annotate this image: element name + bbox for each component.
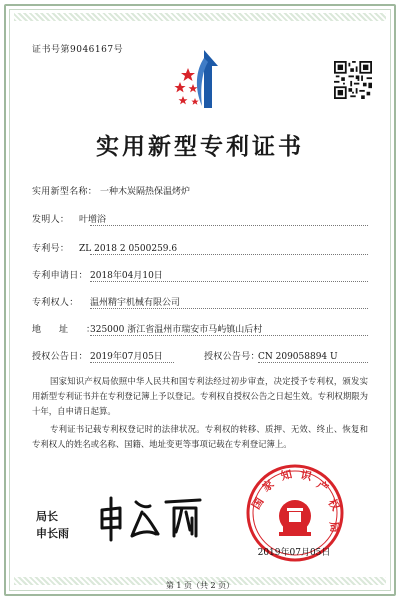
field-rule-address bbox=[90, 335, 368, 336]
field-rule-owner bbox=[90, 308, 368, 309]
svg-text:局: 局 bbox=[327, 520, 342, 534]
field-value-name: 一种木炭隔热保温烤炉 bbox=[100, 187, 191, 197]
field-label-grant-no: 授权公告号： bbox=[204, 352, 260, 362]
seal-date: 2019年07月05日 bbox=[257, 548, 331, 558]
field-row-owner bbox=[32, 295, 180, 308]
qr-code-icon bbox=[334, 61, 372, 99]
field-row-application-date bbox=[32, 268, 163, 281]
field-rule-application-date bbox=[90, 281, 368, 282]
field-row-patent-no bbox=[32, 241, 177, 254]
field-row-grant-date bbox=[32, 349, 163, 362]
field-label-grant-date: 授权公告日： bbox=[32, 352, 88, 362]
certificate-title: 实用新型专利证书 bbox=[96, 133, 304, 160]
field-label-owner: 专利权人： bbox=[32, 298, 79, 308]
svg-text:家: 家 bbox=[259, 477, 277, 495]
field-row-name bbox=[32, 184, 190, 197]
handwritten-signature-icon bbox=[96, 490, 206, 544]
field-label-application-date: 专利申请日： bbox=[32, 271, 88, 281]
field-value-application-date: 2018年04月10日 bbox=[90, 271, 163, 281]
field-row-inventor bbox=[32, 212, 106, 225]
cnipa-emblem-icon bbox=[174, 48, 234, 110]
svg-text:识: 识 bbox=[299, 468, 313, 484]
certificate-number: 证书号第9046167号 bbox=[32, 45, 124, 55]
field-value-grant-no: CN 209058894 U bbox=[258, 352, 338, 362]
field-value-grant-date: 2019年07月05日 bbox=[90, 352, 163, 362]
page-number: 第 1 页（共 2 页） bbox=[165, 581, 235, 590]
field-rule-inventor bbox=[90, 225, 368, 226]
field-rule-grant-date bbox=[90, 362, 174, 363]
svg-text:权: 权 bbox=[325, 496, 343, 513]
field-rule-grant-no bbox=[258, 362, 368, 363]
certificate-paragraph-1: 国家知识产权局依照中华人民共和国专利法经过初步审查，决定授予专利权，颁发实用新型专利证书并在专利登记簿上予以登记。专利权自授权公告之日起生效。专利权期限为十年，自申请日起算。 bbox=[32, 376, 368, 416]
field-label-patent-no: 专利号： bbox=[32, 244, 70, 254]
field-label-address: 地址： bbox=[32, 325, 114, 335]
field-value-patent-no: ZL 2018 2 0500259.6 bbox=[79, 244, 178, 254]
top-pattern-band bbox=[14, 13, 386, 21]
svg-text:产: 产 bbox=[314, 477, 331, 495]
field-rule-patent-no bbox=[90, 254, 368, 255]
signature-title-director: 局长 bbox=[36, 510, 58, 523]
field-value-owner: 温州精宇机械有限公司 bbox=[90, 298, 181, 308]
field-value-address: 325000 浙江省温州市瑞安市马屿镇山后村 bbox=[90, 325, 263, 335]
field-row-address bbox=[32, 322, 262, 335]
field-value-inventor: 叶增浴 bbox=[79, 215, 107, 225]
svg-text:国: 国 bbox=[249, 495, 267, 512]
field-label-name: 实用新型名称： bbox=[32, 187, 98, 197]
svg-text:知: 知 bbox=[279, 467, 294, 483]
field-label-inventor: 发明人： bbox=[32, 215, 70, 225]
field-row-grant-no bbox=[204, 349, 338, 362]
certificate-paragraph-2: 专利证书记载专利权登记时的法律状况。专利权的转移、质押、无效、终止、恢复和专利权人的姓名或名称、国籍、地址变更等事项记载在专利登记簿上。 bbox=[32, 424, 368, 449]
signature-name: 申长雨 bbox=[36, 527, 69, 540]
